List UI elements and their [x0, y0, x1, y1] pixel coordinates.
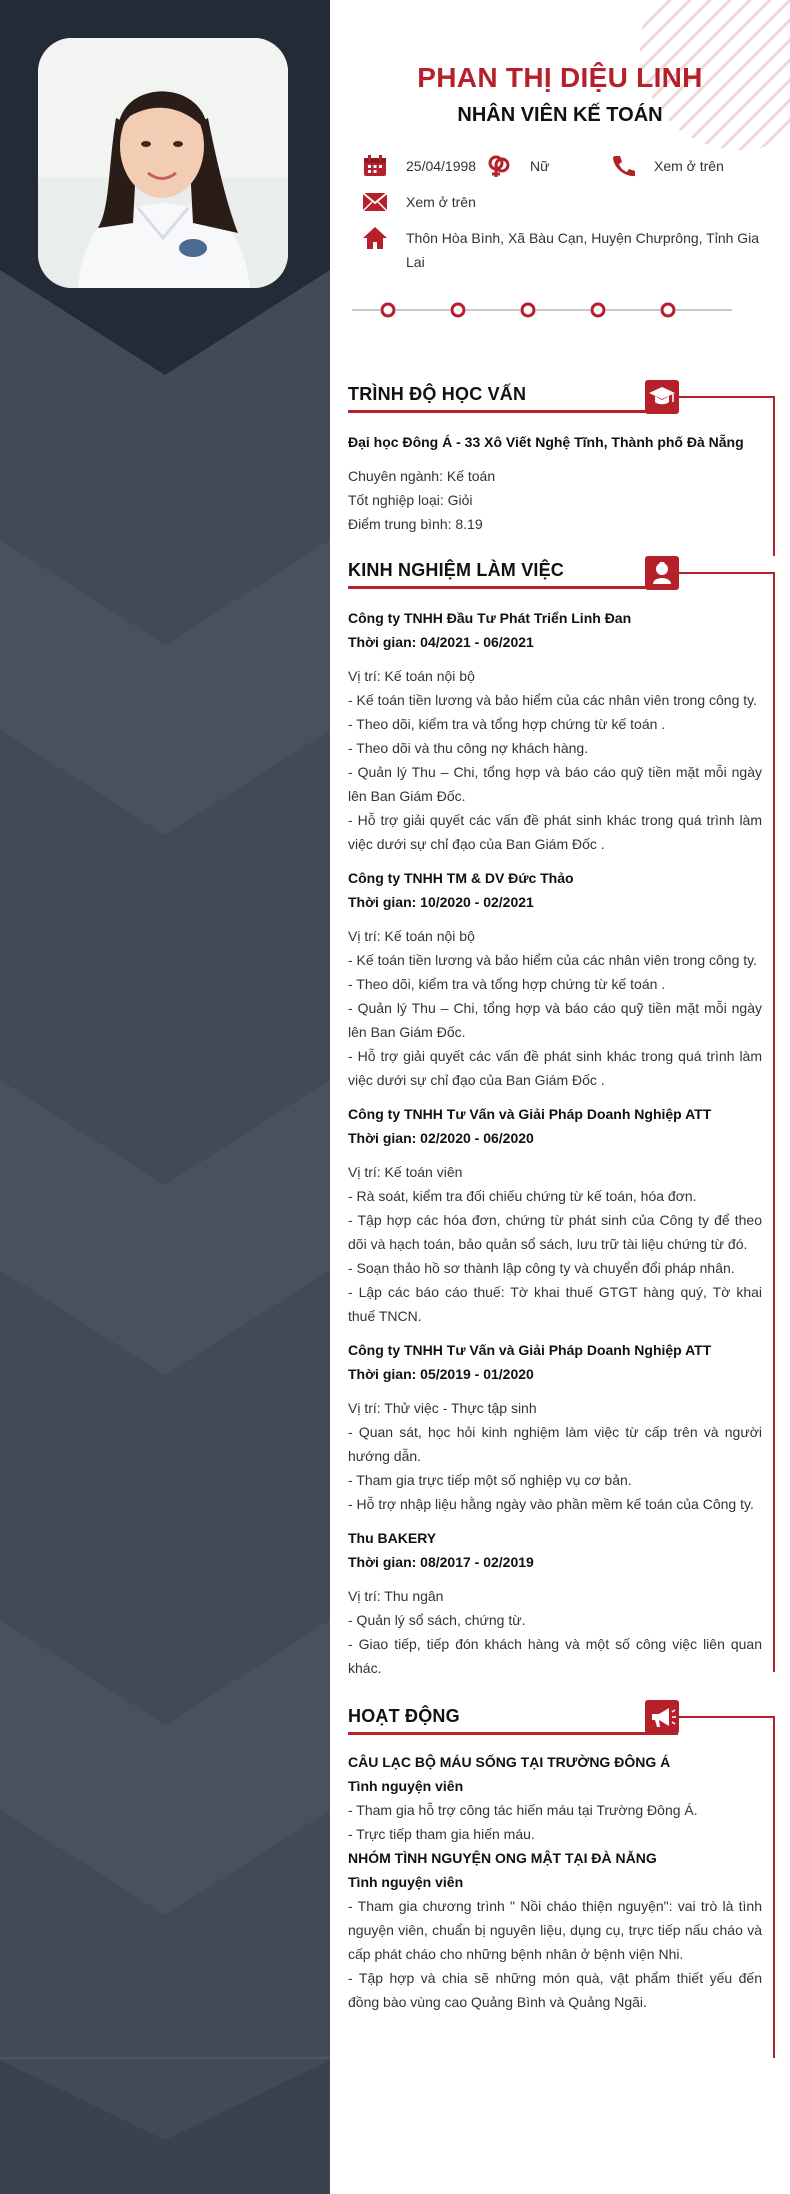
- experience-rail: [679, 572, 775, 574]
- company-name: Công ty TNHH TM & DV Đức Thảo: [348, 870, 574, 886]
- experience-underline: [348, 586, 678, 589]
- candidate-name: PHAN THỊ DIỆU LINH: [417, 62, 703, 93]
- home-icon: [362, 226, 388, 250]
- activities-rail: [679, 1716, 775, 1718]
- activities-block: [348, 1750, 762, 2014]
- calendar-icon: [362, 154, 388, 178]
- person-icon: [645, 556, 679, 590]
- gender-icon: [486, 154, 512, 178]
- company-name: Thu BAKERY: [348, 1530, 437, 1546]
- job-detail: - Hỗ trợ nhập liệu hằng ngày vào phần mềm kế toán của Công ty.: [348, 1496, 754, 1512]
- job-detail: - Quản lý Thu – Chi, tổng hợp và báo cáo quỹ tiền mặt mỗi ngày lên Ban Giám Đốc.: [348, 1000, 762, 1040]
- sidebar-chevron-pattern: [0, 0, 330, 2194]
- job-detail: - Lập các báo cáo thuế: Tờ khai thuế GTGT hàng quý, Tờ khai thuế TNCN.: [348, 1284, 762, 1324]
- divider-dots: [352, 300, 732, 320]
- activity-name: CÂU LẠC BỘ MÁU SỐNG TẠI TRƯỜNG ĐÔNG Á: [348, 1754, 671, 1770]
- school-name: Đại học Đông Á - 33 Xô Viết Nghệ Tĩnh, Thành phố Đà Nẵng: [348, 434, 744, 450]
- job-period: Thời gian: 04/2021 - 06/2021: [348, 634, 534, 650]
- job-period: Thời gian: 10/2020 - 02/2021: [348, 894, 534, 910]
- job-detail: Vị trí: Thu ngân: [348, 1588, 444, 1604]
- main-content: [330, 0, 790, 2194]
- graduation-cap-icon: [645, 380, 679, 414]
- gender: Nữ: [530, 158, 550, 174]
- job-period: Thời gian: 02/2020 - 06/2020: [348, 1130, 534, 1146]
- phone: Xem ở trên: [654, 158, 724, 174]
- education-line: Tốt nghiệp loại: Giỏi: [348, 492, 473, 508]
- envelope-icon: [362, 190, 388, 214]
- education-underline: [348, 410, 678, 413]
- profile-photo: [38, 38, 288, 288]
- job-detail: Vị trí: Thử việc - Thực tập sinh: [348, 1400, 537, 1416]
- activity-detail: - Tập hợp và chia sẽ những món quà, vật phẩm thiết yếu đến đồng bào vùng cao Quảng Bình và Quảng Ngãi.: [348, 1970, 762, 2010]
- address: Thôn Hòa Bình, Xã Bàu Cạn, Huyện Chưprông, Tỉnh Gia Lai: [406, 230, 760, 270]
- company-name: Công ty TNHH Tư Vấn và Giải Pháp Doanh Nghiệp ATT: [348, 1342, 712, 1358]
- company-name: Công ty TNHH Đầu Tư Phát Triển Linh Đan: [348, 610, 632, 626]
- job-detail: - Rà soát, kiểm tra đối chiếu chứng từ kế toán, hóa đơn.: [348, 1188, 697, 1204]
- job-detail: - Theo dõi, kiểm tra và tổng hợp chứng từ kế toán .: [348, 716, 666, 732]
- activities-rail-vertical: [773, 1716, 775, 2058]
- activity-name: NHÓM TÌNH NGUYỆN ONG MẬT TẠI ĐÀ NẴNG: [348, 1850, 657, 1866]
- experience-rail-vertical: [773, 572, 775, 1672]
- education-title: TRÌNH ĐỘ HỌC VẤN: [348, 384, 527, 404]
- activity-detail: - Tham gia hỗ trợ công tác hiến máu tại Trường Đông Á.: [348, 1802, 698, 1818]
- email: Xem ở trên: [406, 194, 476, 210]
- activity-role: Tình nguyện viên: [348, 1874, 464, 1890]
- job-detail: Vị trí: Kế toán nội bộ: [348, 928, 475, 944]
- megaphone-icon: [645, 1700, 679, 1734]
- education-rail-vertical: [773, 396, 775, 556]
- activities-underline: [348, 1732, 678, 1735]
- education-block: [348, 430, 762, 536]
- job-detail: - Soạn thảo hồ sơ thành lập công ty và chuyển đổi pháp nhân.: [348, 1260, 735, 1276]
- job-detail: - Tham gia trực tiếp một số nghiệp vụ cơ bản.: [348, 1472, 632, 1488]
- job-detail: - Quản lý Thu – Chi, tổng hợp và báo cáo quỹ tiền mặt mỗi ngày lên Ban Giám Đốc.: [348, 764, 762, 804]
- birthday: 25/04/1998: [406, 158, 477, 174]
- activities-title: HOẠT ĐỘNG: [348, 1706, 460, 1726]
- job-detail: - Quan sát, học hỏi kinh nghiệm làm việc từ cấp trên và người hướng dẫn.: [348, 1424, 762, 1464]
- job-detail: Vị trí: Kế toán nội bộ: [348, 668, 475, 684]
- job-detail: - Tập hợp các hóa đơn, chứng từ phát sinh của Công ty để theo dõi và hạch toán, bảo quản sổ sách, lưu trữ tài liệu chứng từ đó.: [348, 1212, 762, 1252]
- job-detail: - Kế toán tiền lương và bảo hiểm của các nhân viên trong công ty.: [348, 692, 757, 708]
- sidebar: [0, 0, 330, 2194]
- job-period: Thời gian: 05/2019 - 01/2020: [348, 1366, 534, 1382]
- job-detail: - Hỗ trợ giải quyết các vấn đề phát sinh khác trong quá trình làm việc dưới sự chỉ đạo của Ban Giám Đốc .: [348, 1048, 762, 1088]
- job-period: Thời gian: 08/2017 - 02/2019: [348, 1554, 534, 1570]
- education-rail: [679, 396, 775, 398]
- activity-detail: - Trực tiếp tham gia hiến máu.: [348, 1826, 535, 1842]
- job-detail: - Giao tiếp, tiếp đón khách hàng và một số công việc liên quan khác.: [348, 1636, 762, 1676]
- education-line: Chuyên ngành: Kế toán: [348, 468, 496, 484]
- job-detail: - Quản lý sổ sách, chứng từ.: [348, 1612, 526, 1628]
- activity-detail: - Tham gia chương trình " Nồi cháo thiện nguyện": vai trò là tình nguyện viên, chuẩn bị nguyên liệu, dụng cụ, trực tiếp nấu cháo và cấp phát cháo cho những bệnh nhân ở bệnh viện Nhi.: [348, 1898, 762, 1962]
- job-detail: - Hỗ trợ giải quyết các vấn đề phát sinh khác trong quá trình làm việc dưới sự chỉ đạo của Ban Giám Đốc .: [348, 812, 762, 852]
- phone-icon: [610, 154, 636, 178]
- job-detail: Vị trí: Kế toán viên: [348, 1164, 463, 1180]
- experience-title: KINH NGHIỆM LÀM VIỆC: [348, 560, 565, 580]
- job-title: NHÂN VIÊN KẾ TOÁN: [457, 104, 663, 126]
- job-detail: - Kế toán tiền lương và bảo hiểm của các nhân viên trong công ty.: [348, 952, 757, 968]
- company-name: Công ty TNHH Tư Vấn và Giải Pháp Doanh Nghiệp ATT: [348, 1106, 712, 1122]
- experience-block: [348, 606, 762, 1680]
- job-detail: - Theo dõi, kiểm tra và tổng hợp chứng từ kế toán .: [348, 976, 666, 992]
- activity-role: Tình nguyện viên: [348, 1778, 464, 1794]
- education-line: Điểm trung bình: 8.19: [348, 516, 483, 532]
- job-detail: - Theo dõi và thu công nợ khách hàng.: [348, 740, 589, 756]
